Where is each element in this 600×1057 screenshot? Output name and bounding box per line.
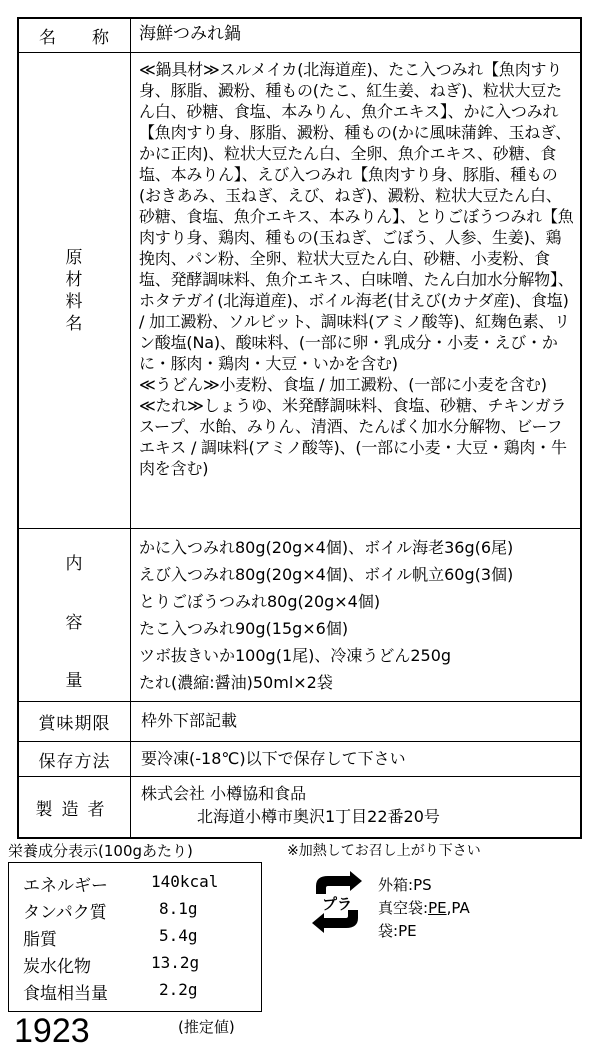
nutrition-caption: 栄養成分表示(100gあたり) — [8, 842, 193, 860]
best-before-value: 枠外下部記載 — [141, 711, 238, 730]
manufacturer-address: 北海道小樽市奥沢1丁目22番20号 — [197, 807, 440, 826]
recycle-mark-text: プラ — [321, 895, 353, 913]
nutrition-salt-label: 食塩相当量 — [23, 984, 108, 1004]
nutrition-carbs-label: 炭水化物 — [23, 957, 91, 977]
ingredients-pot-items: ≪鍋具材≫スルメイカ(北海道産)、たこ入つみれ【魚肉すり身、豚脂、澱粉、種もの(たこ、紅生姜、ねぎ)、粒状大豆たん白、砂糖、食塩、本みりん、魚介エキス】、かに入つみれ【魚肉すり身、豚脂、澱粉、種もの(かに風味蒲鉾、玉ねぎ、かに正肉)、粒状大豆たん白、全卵、魚介エキス、砂糖、食塩、本みりん】、えび入つみれ【魚肉すり身、豚脂、種もの(おきあみ、玉ねぎ、えび、ねぎ)、澱粉、粒状大豆たん白、砂糖、食塩、魚介エキス、本みりん】、とりごぼうつみれ【魚肉すり身、鶏肉、種もの(玉ねぎ、ごぼう、人参、生姜)、鶏挽肉、パン粉、全卵、粒状大豆たん白、砂糖、小麦粉、食塩、発酵調味料、魚介エキス、白味噌、たん白加水分解物】、ホタテガイ(北海道産)、ボイル海老(甘えび(カナダ産)、食塩) / 加工澱粉、ソルビット、調味料(アミノ酸等)、紅麹色素、リン酸塩(Na)、酸味料、(一部に卵・乳成分・小麦・えび・かに・豚肉・鶏肉・大豆・いかを含む) — [139, 60, 574, 373]
contents-row — [19, 529, 580, 702]
storage-header: 保存方法 — [19, 742, 131, 776]
product-name-row — [19, 19, 580, 53]
packaging-bag: 袋:PE — [378, 922, 417, 940]
nutrition-protein-label: タンパク質 — [23, 903, 107, 923]
best-before-row — [19, 702, 580, 742]
manufacturer-value — [131, 777, 580, 837]
nutrition-fat-label: 脂質 — [23, 930, 57, 950]
recycle-pla-icon — [306, 868, 368, 936]
manufacturer-header: 製造者 — [19, 777, 131, 837]
food-label-table — [17, 17, 582, 839]
storage-value: 要冷凍(-18℃)以下で保存して下さい — [141, 749, 406, 768]
contents-list — [131, 529, 580, 701]
contents-item: えび入つみれ80g(20g×4個)、ボイル帆立60g(3個) — [139, 565, 514, 584]
contents-item: たこ入つみれ90g(15g×6個) — [139, 619, 349, 638]
ingredients-sauce: ≪たれ≫しょうゆ、米発酵調味料、食塩、砂糖、チキンガラスープ、水飴、みりん、清酒、たんぱく加水分解物、ビーフエキス / 調味料(アミノ酸等)、(一部に小麦・大豆・鶏肉・牛肉を含む) — [139, 396, 567, 478]
storage-row — [19, 742, 580, 777]
ingredients-list — [131, 53, 580, 528]
ingredients-header: 原 材 料 名 — [19, 53, 131, 528]
manufacturer-row — [19, 777, 580, 837]
nutrition-carbs-value: 13.2g — [151, 953, 200, 972]
heating-note: ※加熱してお召し上がり下さい — [287, 843, 481, 859]
product-name-value: 海鮮つみれ鍋 — [139, 24, 241, 44]
manufacturer-name: 株式会社 小樽協和食品 — [141, 784, 307, 803]
contents-item: たれ(濃縮:醤油)50ml×2袋 — [139, 673, 333, 692]
ingredients-udon: ≪うどん≫小麦粉、食塩 / 加工澱粉、(一部に小麦を含む) — [139, 375, 547, 394]
contents-item: ツボ抜きいか100g(1尾)、冷凍うどん250g — [139, 646, 452, 665]
best-before-header: 賞味期限 — [19, 702, 131, 741]
contents-header: 内 容 量 — [19, 529, 131, 701]
nutrition-energy-value: 140kcal — [151, 872, 219, 891]
nutrition-estimate-note: (推定値) — [178, 1018, 235, 1036]
contents-item: かに入つみれ80g(20g×4個)、ボイル海老36g(6尾) — [139, 538, 514, 557]
nutrition-protein-value: 8.1g — [159, 899, 198, 918]
ingredients-row — [19, 53, 580, 529]
lot-number: 1923 — [14, 1012, 90, 1050]
packaging-outer-box: 外箱:PS — [378, 876, 432, 894]
nutrition-salt-value: 2.2g — [159, 980, 198, 999]
contents-item: とりごぼうつみれ80g(20g×4個) — [139, 592, 381, 611]
packaging-vacuum-bag: 真空袋:PE,PA — [378, 899, 470, 917]
nutrition-table — [8, 862, 262, 1012]
nutrition-energy-label: エネルギー — [23, 876, 108, 896]
nutrition-fat-value: 5.4g — [159, 926, 198, 945]
product-name-header: 名 称 — [19, 19, 131, 52]
